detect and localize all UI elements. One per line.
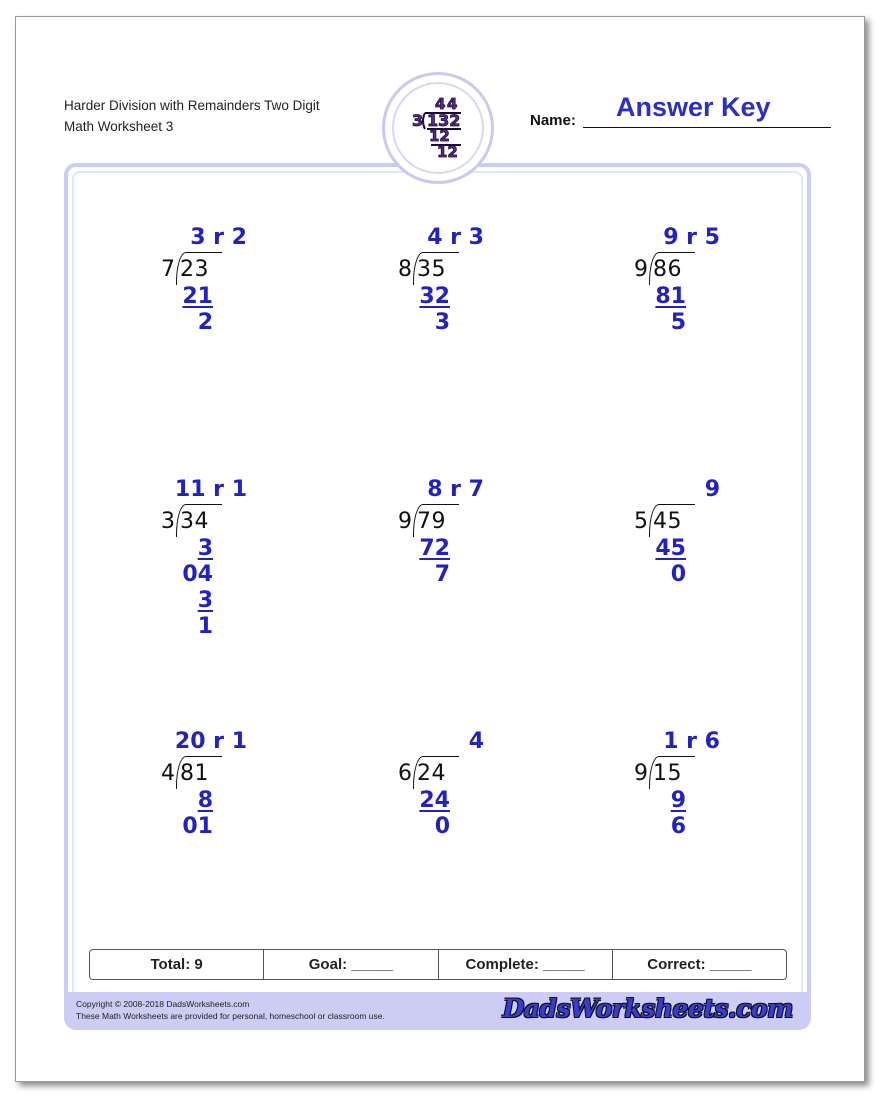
divisor: 6 bbox=[398, 761, 412, 786]
divisor: 4 bbox=[161, 761, 175, 786]
division-problem bbox=[628, 477, 788, 647]
remainder-step: 6 bbox=[670, 814, 686, 839]
division-problem bbox=[155, 477, 315, 647]
name-field bbox=[530, 90, 835, 130]
division-problem bbox=[392, 225, 552, 395]
name-label: Name: bbox=[530, 112, 576, 129]
subtraction-step: 81 bbox=[655, 284, 686, 309]
divisor: 3 bbox=[161, 509, 175, 534]
logo-digit: 3 bbox=[412, 111, 424, 130]
division-problem bbox=[392, 477, 552, 647]
dividend: 45 bbox=[653, 509, 682, 534]
remainder-step: 04 bbox=[182, 562, 213, 587]
subtraction-step: 3 bbox=[197, 588, 213, 613]
remainder-step: 0 bbox=[434, 814, 450, 839]
quotient-answer: 1 r 6 bbox=[663, 729, 720, 754]
worksheet-title bbox=[64, 95, 364, 137]
title-line-1: Harder Division with Remainders Two Digit bbox=[64, 98, 320, 113]
logo-digit: 4 bbox=[435, 95, 446, 113]
logo-digit: 132 bbox=[427, 111, 461, 130]
division-problem bbox=[628, 729, 788, 899]
remainder-step: 3 bbox=[434, 310, 450, 335]
quotient-answer: 11 r 1 bbox=[174, 477, 247, 502]
subtraction-step: 8 bbox=[197, 788, 213, 813]
divisor: 9 bbox=[398, 509, 412, 534]
name-line bbox=[583, 127, 831, 128]
divisor: 8 bbox=[398, 257, 412, 282]
remainder-step: 1 bbox=[197, 614, 213, 639]
dividend: 15 bbox=[653, 761, 682, 786]
logo-badge bbox=[382, 72, 494, 184]
subtraction-step: 3 bbox=[197, 536, 213, 561]
dividend: 35 bbox=[417, 257, 446, 282]
subtraction-step: 32 bbox=[419, 284, 450, 309]
subtraction-step: 24 bbox=[419, 788, 450, 813]
copyright-text bbox=[76, 998, 385, 1022]
footer-bar bbox=[68, 992, 807, 1026]
dividend: 34 bbox=[180, 509, 209, 534]
dividend: 79 bbox=[417, 509, 446, 534]
quotient-answer: 3 r 2 bbox=[190, 225, 247, 250]
total-cell: Total: 9 bbox=[90, 950, 264, 979]
quotient-answer: 8 r 7 bbox=[427, 477, 484, 502]
dividend: 23 bbox=[180, 257, 209, 282]
remainder-step: 0 bbox=[670, 562, 686, 587]
goal-cell: Goal: _____ bbox=[264, 950, 438, 979]
dividend: 86 bbox=[653, 257, 682, 282]
quotient-answer: 9 r 5 bbox=[663, 225, 720, 250]
remainder-step: 7 bbox=[434, 562, 450, 587]
divisor: 5 bbox=[634, 509, 648, 534]
quotient-answer: 9 bbox=[704, 477, 720, 502]
logo-digit: 12 bbox=[429, 127, 450, 145]
division-logo-icon bbox=[385, 75, 491, 181]
dividend: 24 bbox=[417, 761, 446, 786]
divisor: 9 bbox=[634, 761, 648, 786]
score-bar bbox=[89, 949, 787, 980]
quotient-answer: 20 r 1 bbox=[174, 729, 247, 754]
divisor: 9 bbox=[634, 257, 648, 282]
remainder-step: 2 bbox=[197, 310, 213, 335]
answer-key-label: Answer Key bbox=[616, 92, 771, 122]
divisor: 7 bbox=[161, 257, 175, 282]
division-problem bbox=[155, 225, 315, 395]
remainder-step: 01 bbox=[182, 814, 213, 839]
division-problem bbox=[628, 225, 788, 395]
division-problem bbox=[155, 729, 315, 899]
division-problem bbox=[392, 729, 552, 899]
logo-digit: 12 bbox=[437, 143, 458, 161]
quotient-answer: 4 r 3 bbox=[427, 225, 484, 250]
dividend: 81 bbox=[180, 761, 209, 786]
complete-cell: Complete: _____ bbox=[439, 950, 613, 979]
subtraction-step: 45 bbox=[655, 536, 686, 561]
brand-logo: DadsWorksheets.com bbox=[502, 994, 793, 1023]
remainder-step: 5 bbox=[670, 310, 686, 335]
usage-notice: These Math Worksheets are provided for personal, homeschool or classroom use. bbox=[76, 1011, 385, 1021]
quotient-answer: 4 bbox=[468, 729, 484, 754]
subtraction-step: 9 bbox=[670, 788, 686, 813]
copyright-line: Copyright © 2008-2018 DadsWorksheets.com bbox=[76, 999, 250, 1009]
subtraction-step: 72 bbox=[419, 536, 450, 561]
title-line-2: Math Worksheet 3 bbox=[64, 119, 174, 134]
logo-digit: 4 bbox=[447, 95, 458, 113]
subtraction-step: 21 bbox=[182, 284, 213, 309]
correct-cell: Correct: _____ bbox=[647, 956, 752, 973]
